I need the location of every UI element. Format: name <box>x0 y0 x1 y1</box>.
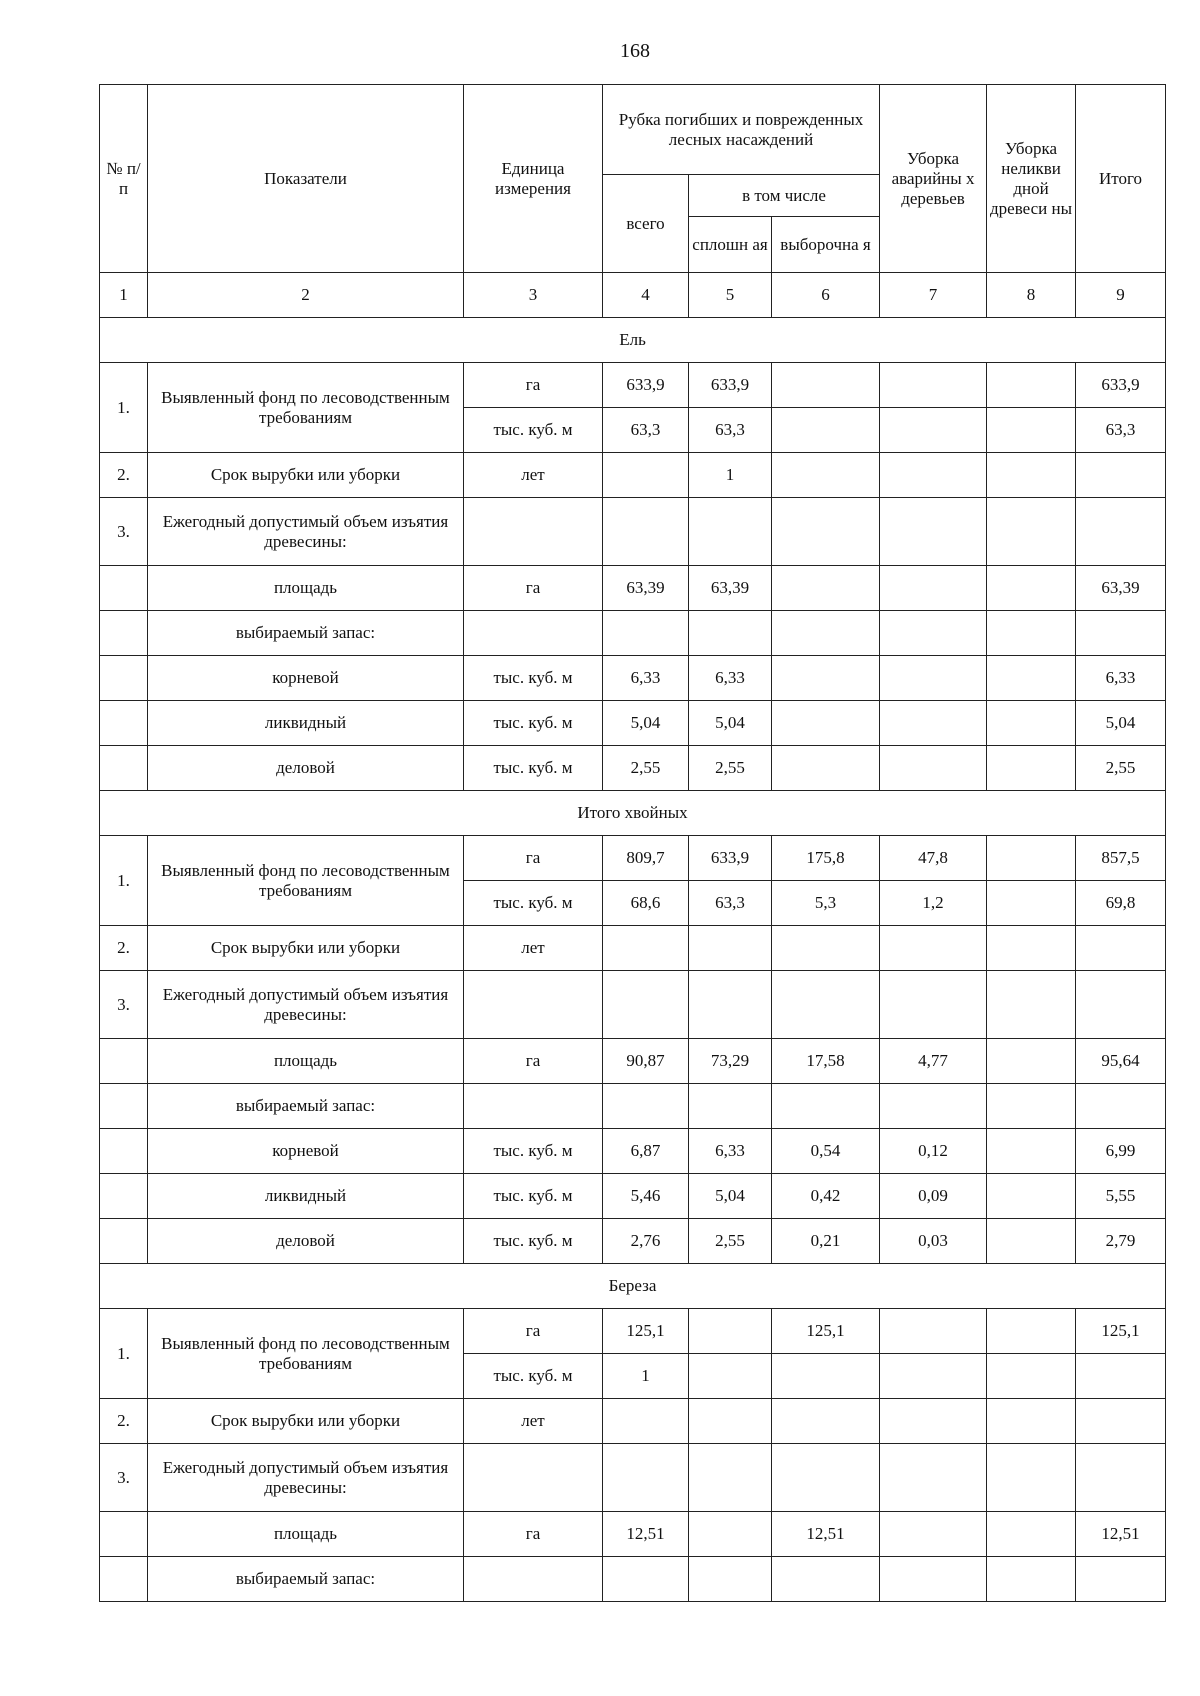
table-row <box>100 701 1166 746</box>
row-number <box>100 1557 148 1602</box>
value-cell: 63,3 <box>603 408 689 453</box>
row-number: 1. <box>100 363 148 453</box>
row-number <box>100 656 148 701</box>
unit-cell: тыс. куб. м <box>464 656 603 701</box>
header-num: № п/п <box>100 85 148 273</box>
value-cell <box>689 1512 772 1557</box>
unit-cell <box>464 611 603 656</box>
value-cell <box>772 498 880 566</box>
value-cell <box>987 1354 1076 1399</box>
value-cell: 17,58 <box>772 1039 880 1084</box>
row-number: 3. <box>100 971 148 1039</box>
unit-cell: тыс. куб. м <box>464 408 603 453</box>
unit-cell: га <box>464 1039 603 1084</box>
indicator-label: Выявленный фонд по лесоводственным требованиям <box>148 363 464 453</box>
table-row <box>100 363 1166 408</box>
unit-cell <box>464 1084 603 1129</box>
section-title: Ель <box>100 318 1166 363</box>
indicator-label: Ежегодный допустимый объем изъятия древесины: <box>148 1444 464 1512</box>
value-cell <box>772 566 880 611</box>
value-cell <box>987 1444 1076 1512</box>
value-cell <box>689 498 772 566</box>
value-cell <box>689 1399 772 1444</box>
indicator-label: корневой <box>148 1129 464 1174</box>
value-cell <box>603 1399 689 1444</box>
value-cell: 633,9 <box>689 363 772 408</box>
header-indicator: Показатели <box>148 85 464 273</box>
value-cell <box>689 1444 772 1512</box>
value-cell <box>880 566 987 611</box>
value-cell <box>987 701 1076 746</box>
value-cell <box>1076 1557 1166 1602</box>
value-cell <box>880 926 987 971</box>
value-cell <box>880 701 987 746</box>
table-row <box>100 453 1166 498</box>
row-number: 1. <box>100 836 148 926</box>
table-row <box>100 1309 1166 1354</box>
row-number <box>100 1512 148 1557</box>
value-cell <box>603 1084 689 1129</box>
value-cell <box>772 926 880 971</box>
unit-cell: тыс. куб. м <box>464 746 603 791</box>
unit-cell <box>464 1557 603 1602</box>
unit-cell: тыс. куб. м <box>464 701 603 746</box>
value-cell: 63,39 <box>603 566 689 611</box>
value-cell <box>1076 611 1166 656</box>
value-cell <box>772 363 880 408</box>
indicator-label: Выявленный фонд по лесоводственным требованиям <box>148 836 464 926</box>
value-cell <box>1076 1084 1166 1129</box>
value-cell <box>880 656 987 701</box>
row-number <box>100 1174 148 1219</box>
column-number: 3 <box>464 273 603 318</box>
value-cell <box>689 1309 772 1354</box>
value-cell: 0,42 <box>772 1174 880 1219</box>
value-cell <box>880 611 987 656</box>
column-number: 1 <box>100 273 148 318</box>
value-cell <box>772 1354 880 1399</box>
table-row <box>100 1512 1166 1557</box>
indicator-label: Ежегодный допустимый объем изъятия древесины: <box>148 498 464 566</box>
indicator-label: корневой <box>148 656 464 701</box>
value-cell: 63,3 <box>1076 408 1166 453</box>
value-cell: 6,87 <box>603 1129 689 1174</box>
value-cell: 5,55 <box>1076 1174 1166 1219</box>
value-cell <box>772 746 880 791</box>
value-cell <box>603 971 689 1039</box>
row-number <box>100 566 148 611</box>
column-number: 7 <box>880 273 987 318</box>
value-cell <box>603 453 689 498</box>
value-cell <box>987 566 1076 611</box>
row-number: 3. <box>100 498 148 566</box>
header-grand-total: Итого <box>1076 85 1166 273</box>
indicator-label: Срок вырубки или уборки <box>148 1399 464 1444</box>
value-cell <box>772 453 880 498</box>
value-cell: 0,21 <box>772 1219 880 1264</box>
unit-cell: тыс. куб. м <box>464 881 603 926</box>
value-cell <box>987 408 1076 453</box>
value-cell: 63,39 <box>689 566 772 611</box>
indicator-label: Срок вырубки или уборки <box>148 453 464 498</box>
unit-cell: га <box>464 566 603 611</box>
value-cell <box>880 1354 987 1399</box>
header-unit: Единица измерения <box>464 85 603 273</box>
value-cell: 2,55 <box>689 1219 772 1264</box>
unit-cell <box>464 971 603 1039</box>
forest-felling-table <box>99 84 1166 1602</box>
unit-cell <box>464 1444 603 1512</box>
value-cell: 47,8 <box>880 836 987 881</box>
table-row <box>100 971 1166 1039</box>
value-cell: 5,04 <box>689 1174 772 1219</box>
value-cell: 125,1 <box>772 1309 880 1354</box>
value-cell: 90,87 <box>603 1039 689 1084</box>
header-felling-group: Рубка погибших и поврежденных лесных насаждений <box>603 85 880 175</box>
column-number: 8 <box>987 273 1076 318</box>
table-row <box>100 1399 1166 1444</box>
column-number: 9 <box>1076 273 1166 318</box>
section-title: Итого хвойных <box>100 791 1166 836</box>
value-cell <box>1076 926 1166 971</box>
indicator-label: деловой <box>148 1219 464 1264</box>
table-row <box>100 1129 1166 1174</box>
column-numbers-row <box>100 273 1166 318</box>
value-cell <box>603 611 689 656</box>
unit-cell: тыс. куб. м <box>464 1219 603 1264</box>
value-cell: 12,51 <box>772 1512 880 1557</box>
value-cell: 6,33 <box>689 1129 772 1174</box>
indicator-label: Ежегодный допустимый объем изъятия древесины: <box>148 971 464 1039</box>
table-row <box>100 498 1166 566</box>
value-cell: 2,55 <box>603 746 689 791</box>
value-cell <box>987 1219 1076 1264</box>
value-cell <box>1076 1399 1166 1444</box>
value-cell <box>1076 498 1166 566</box>
unit-cell: лет <box>464 1399 603 1444</box>
value-cell <box>880 746 987 791</box>
value-cell: 1 <box>603 1354 689 1399</box>
header-selective: выборочна я <box>772 217 880 273</box>
unit-cell: тыс. куб. м <box>464 1174 603 1219</box>
row-number: 2. <box>100 1399 148 1444</box>
value-cell: 5,04 <box>689 701 772 746</box>
table-row <box>100 318 1166 363</box>
indicator-label: выбираемый запас: <box>148 1557 464 1602</box>
table-row <box>100 1557 1166 1602</box>
unit-cell: га <box>464 1309 603 1354</box>
value-cell: 857,5 <box>1076 836 1166 881</box>
value-cell <box>987 1557 1076 1602</box>
row-number <box>100 1219 148 1264</box>
value-cell <box>1076 1354 1166 1399</box>
value-cell <box>689 1084 772 1129</box>
section-title: Береза <box>100 1264 1166 1309</box>
value-cell: 5,04 <box>603 701 689 746</box>
value-cell <box>772 1399 880 1444</box>
table-row <box>100 656 1166 701</box>
unit-cell: лет <box>464 453 603 498</box>
unit-cell: га <box>464 363 603 408</box>
value-cell <box>880 363 987 408</box>
value-cell <box>880 1512 987 1557</box>
value-cell: 2,55 <box>689 746 772 791</box>
value-cell <box>1076 1444 1166 1512</box>
value-cell: 63,3 <box>689 408 772 453</box>
table-row <box>100 926 1166 971</box>
value-cell <box>987 1129 1076 1174</box>
indicator-label: ликвидный <box>148 1174 464 1219</box>
row-number: 2. <box>100 453 148 498</box>
indicator-label: площадь <box>148 566 464 611</box>
value-cell <box>987 926 1076 971</box>
table-row <box>100 1174 1166 1219</box>
value-cell: 68,6 <box>603 881 689 926</box>
value-cell <box>987 971 1076 1039</box>
value-cell <box>772 1557 880 1602</box>
value-cell <box>772 971 880 1039</box>
value-cell <box>689 1557 772 1602</box>
unit-cell <box>464 498 603 566</box>
value-cell <box>880 1309 987 1354</box>
row-number: 2. <box>100 926 148 971</box>
value-cell: 12,51 <box>603 1512 689 1557</box>
value-cell: 125,1 <box>1076 1309 1166 1354</box>
value-cell <box>772 1444 880 1512</box>
indicator-label: выбираемый запас: <box>148 1084 464 1129</box>
value-cell: 5,3 <box>772 881 880 926</box>
value-cell <box>987 656 1076 701</box>
row-number: 1. <box>100 1309 148 1399</box>
value-cell <box>987 1084 1076 1129</box>
table-row <box>100 1219 1166 1264</box>
value-cell <box>987 746 1076 791</box>
value-cell <box>987 1309 1076 1354</box>
indicator-label: выбираемый запас: <box>148 611 464 656</box>
unit-cell: тыс. куб. м <box>464 1129 603 1174</box>
value-cell <box>880 1444 987 1512</box>
table-row <box>100 791 1166 836</box>
value-cell <box>772 701 880 746</box>
value-cell: 63,39 <box>1076 566 1166 611</box>
header-illiquid: Уборка неликви дной древеси ны <box>987 85 1076 273</box>
unit-cell: га <box>464 836 603 881</box>
value-cell: 0,03 <box>880 1219 987 1264</box>
value-cell: 6,99 <box>1076 1129 1166 1174</box>
value-cell <box>689 926 772 971</box>
header-clear: сплошн ая <box>689 217 772 273</box>
table-row <box>100 1444 1166 1512</box>
value-cell <box>987 453 1076 498</box>
page-number: 168 <box>620 40 650 62</box>
value-cell <box>987 1039 1076 1084</box>
value-cell <box>880 971 987 1039</box>
value-cell: 73,29 <box>689 1039 772 1084</box>
column-number: 6 <box>772 273 880 318</box>
row-number <box>100 1084 148 1129</box>
value-cell <box>987 1399 1076 1444</box>
value-cell <box>603 498 689 566</box>
value-cell: 5,46 <box>603 1174 689 1219</box>
value-cell: 633,9 <box>689 836 772 881</box>
indicator-label: площадь <box>148 1512 464 1557</box>
indicator-label: деловой <box>148 746 464 791</box>
value-cell <box>880 408 987 453</box>
value-cell: 2,79 <box>1076 1219 1166 1264</box>
value-cell <box>689 611 772 656</box>
value-cell <box>772 1084 880 1129</box>
value-cell <box>987 1174 1076 1219</box>
value-cell <box>603 1557 689 1602</box>
value-cell <box>603 1444 689 1512</box>
value-cell: 12,51 <box>1076 1512 1166 1557</box>
value-cell <box>880 1399 987 1444</box>
unit-cell: тыс. куб. м <box>464 1354 603 1399</box>
value-cell <box>987 363 1076 408</box>
value-cell: 2,76 <box>603 1219 689 1264</box>
value-cell: 0,12 <box>880 1129 987 1174</box>
header-total: всего <box>603 175 689 273</box>
value-cell <box>603 926 689 971</box>
unit-cell: га <box>464 1512 603 1557</box>
value-cell: 633,9 <box>603 363 689 408</box>
value-cell: 0,54 <box>772 1129 880 1174</box>
indicator-label: площадь <box>148 1039 464 1084</box>
value-cell <box>689 971 772 1039</box>
row-number <box>100 1129 148 1174</box>
value-cell: 633,9 <box>1076 363 1166 408</box>
value-cell: 63,3 <box>689 881 772 926</box>
column-number: 4 <box>603 273 689 318</box>
table-row <box>100 566 1166 611</box>
row-number <box>100 701 148 746</box>
value-cell: 1 <box>689 453 772 498</box>
value-cell: 95,64 <box>1076 1039 1166 1084</box>
column-number: 2 <box>148 273 464 318</box>
indicator-label: Выявленный фонд по лесоводственным требованиям <box>148 1309 464 1399</box>
value-cell <box>880 1084 987 1129</box>
header-including: в том числе <box>689 175 880 217</box>
value-cell <box>880 498 987 566</box>
value-cell: 5,04 <box>1076 701 1166 746</box>
value-cell <box>772 656 880 701</box>
value-cell <box>1076 453 1166 498</box>
value-cell <box>880 1557 987 1602</box>
value-cell: 4,77 <box>880 1039 987 1084</box>
row-number <box>100 611 148 656</box>
value-cell <box>772 408 880 453</box>
value-cell <box>689 1354 772 1399</box>
row-number: 3. <box>100 1444 148 1512</box>
table-row <box>100 1264 1166 1309</box>
value-cell: 6,33 <box>689 656 772 701</box>
value-cell: 69,8 <box>1076 881 1166 926</box>
value-cell: 6,33 <box>1076 656 1166 701</box>
table-row <box>100 1084 1166 1129</box>
value-cell <box>987 1512 1076 1557</box>
value-cell <box>1076 971 1166 1039</box>
value-cell <box>987 498 1076 566</box>
table-row <box>100 611 1166 656</box>
row-number <box>100 1039 148 1084</box>
table-row <box>100 836 1166 881</box>
value-cell <box>987 881 1076 926</box>
value-cell: 809,7 <box>603 836 689 881</box>
column-number: 5 <box>689 273 772 318</box>
indicator-label: ликвидный <box>148 701 464 746</box>
value-cell: 1,2 <box>880 881 987 926</box>
table-row <box>100 746 1166 791</box>
value-cell: 2,55 <box>1076 746 1166 791</box>
value-cell <box>987 611 1076 656</box>
value-cell <box>880 453 987 498</box>
indicator-label: Срок вырубки или уборки <box>148 926 464 971</box>
value-cell <box>772 611 880 656</box>
unit-cell: лет <box>464 926 603 971</box>
value-cell: 125,1 <box>603 1309 689 1354</box>
value-cell: 175,8 <box>772 836 880 881</box>
table-row <box>100 1039 1166 1084</box>
value-cell <box>987 836 1076 881</box>
row-number <box>100 746 148 791</box>
value-cell: 6,33 <box>603 656 689 701</box>
value-cell: 0,09 <box>880 1174 987 1219</box>
header-emergency: Уборка аварийны х деревьев <box>880 85 987 273</box>
